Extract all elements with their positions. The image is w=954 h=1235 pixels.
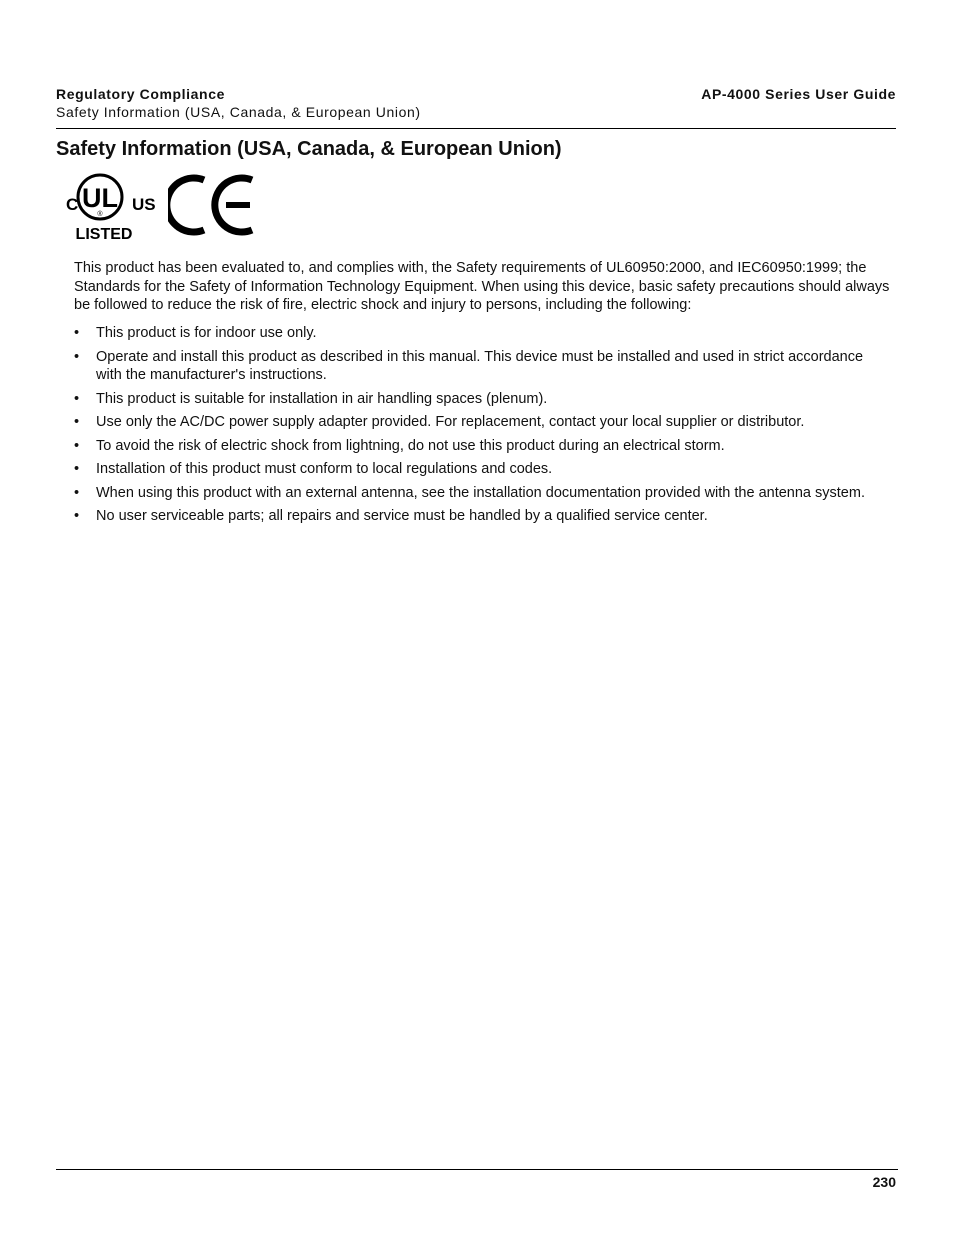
bullet-icon: • — [74, 461, 80, 477]
list-item — [74, 437, 874, 456]
ce-mark-icon — [168, 172, 258, 238]
ul-listed-caption: LISTED — [75, 226, 133, 243]
list-item-text: Installation of this product must conform to local regulations and codes. — [96, 461, 553, 477]
bullet-icon: • — [74, 484, 80, 501]
list-item — [74, 324, 874, 343]
list-item — [74, 413, 874, 432]
page-header — [56, 84, 896, 129]
page-title: Safety Information (USA, Canada, & European Union) — [56, 138, 562, 160]
list-item-text: When using this product with an external antenna, see the installation documentation provided with the antenna system. — [96, 484, 865, 501]
bullet-icon: • — [74, 348, 80, 365]
header-guide-title: AP-4000 Series User Guide — [701, 86, 896, 102]
ul-c-letter: C — [66, 195, 79, 214]
list-item — [74, 460, 874, 479]
intro-paragraph: This product has been evaluated to, and complies with, the Safety requirements of UL60950:2000, and IEC60950:1999; the Standards for the Safety of Information Technology Equipment. When using this device, basic safety precautions should always be followed to reduce the risk of fire, electric shock and injury to persons, including the following: — [74, 260, 890, 313]
bullet-icon: • — [74, 508, 80, 524]
bullet-icon: • — [74, 437, 80, 454]
certification-marks — [64, 170, 260, 246]
ul-us-letters: US — [132, 195, 156, 214]
ce-c-shape — [168, 178, 204, 232]
list-item — [74, 507, 874, 526]
list-item-text: This product is suitable for installation in air handling spaces (plenum). — [96, 390, 548, 407]
bullet-icon: • — [74, 390, 80, 407]
list-item-text: To avoid the risk of electric shock from lightning, do not use this product during an electrical storm. — [96, 437, 725, 454]
safety-precautions-list — [74, 324, 874, 531]
list-item-text: Use only the AC/DC power supply adapter provided. For replacement, contact your local supplier or distributor. — [96, 414, 805, 430]
header-section-title: Regulatory Compliance — [56, 86, 225, 102]
ul-listed-mark-icon — [64, 170, 156, 244]
list-item — [74, 390, 874, 409]
list-item — [74, 348, 874, 385]
ul-letters: UL — [82, 183, 118, 213]
list-item — [74, 484, 874, 503]
ul-registered-mark: ® — [97, 211, 103, 218]
ce-e-bar — [226, 202, 250, 208]
list-item-text: Operate and install this product as described in this manual. This device must be installed and used in strict accordance with the manufacturer's instructions. — [96, 348, 864, 383]
list-item-text: This product is for indoor use only. — [96, 325, 317, 341]
page-footer — [56, 1169, 898, 1190]
list-item-text: No user serviceable parts; all repairs and service must be handled by a qualified service center. — [96, 508, 708, 524]
header-subsection-title: Safety Information (USA, Canada, & European Union) — [56, 104, 421, 120]
bullet-icon: • — [74, 414, 80, 430]
bullet-icon: • — [74, 325, 80, 341]
page-number: 230 — [872, 1174, 896, 1190]
